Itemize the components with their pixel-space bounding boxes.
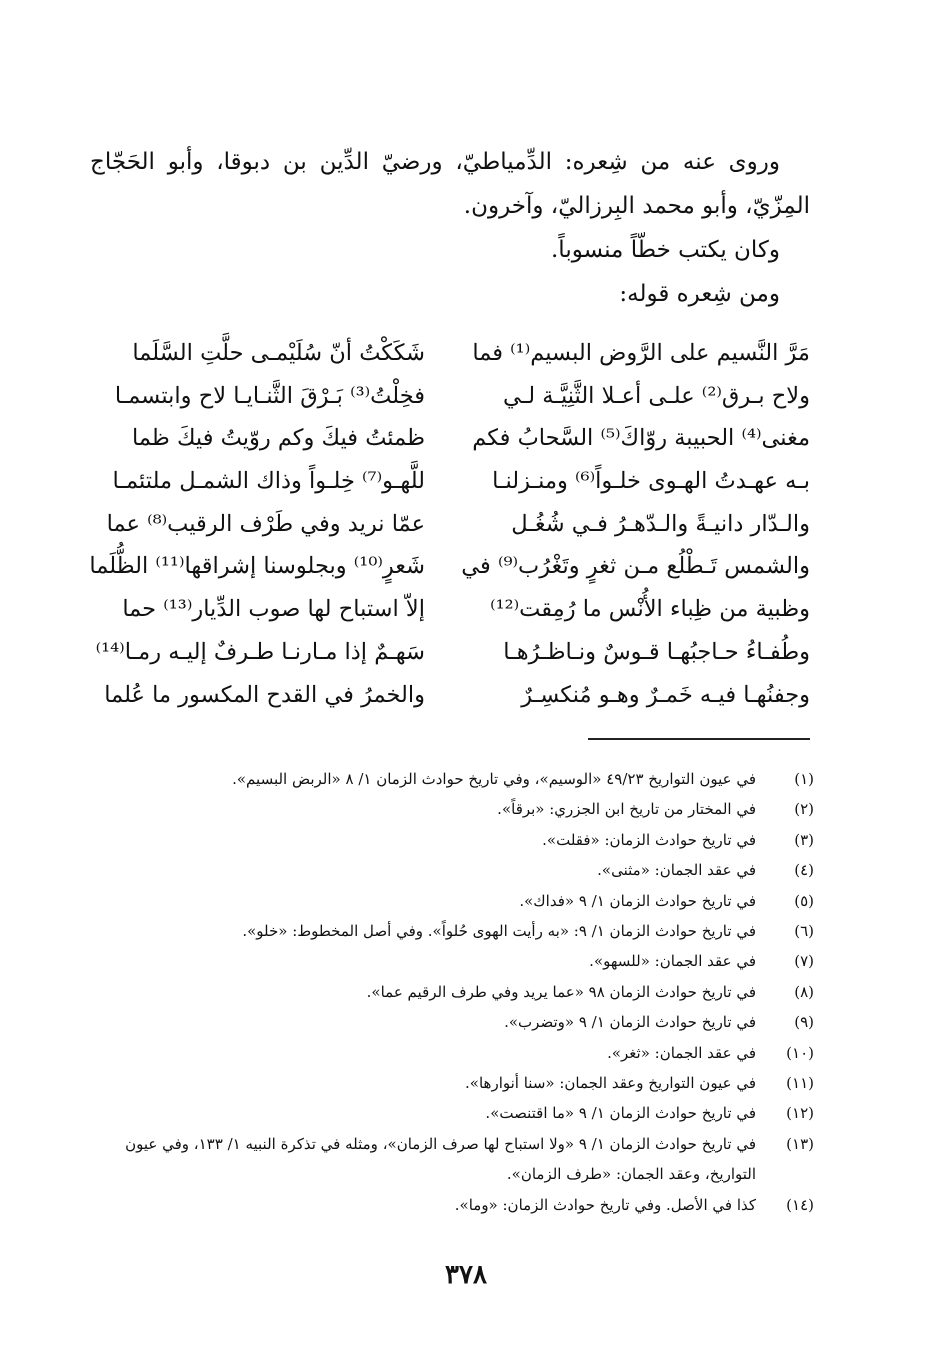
footnote-number: (١) xyxy=(794,770,814,788)
footnote-text: في تاريخ حوادث الزمان ١/ ٩ «وتضرب». xyxy=(504,1013,756,1032)
footnote xyxy=(114,886,814,916)
footnote-text: في تاريخ حوادث الزمان ١/ ٩ «ما اقتنصت». xyxy=(485,1104,756,1123)
verse-first-hemistich: وجفنُهـا فيـه خَمـرٌ وهـو مُنكسِـرٌ xyxy=(521,681,810,708)
footnote-text: في عقد الجمان: «مثنى». xyxy=(597,861,756,880)
footnote-text: في عيون التواريخ وعقد الجمان: «سنا أنوارها». xyxy=(465,1074,756,1093)
verse-first-hemistich: مَرَّ النَّسيم على الرَّوض البسيم⁽¹⁾ فما xyxy=(472,340,810,366)
footnote xyxy=(114,977,814,1007)
verse-second-hemistich: سَهـمٌ إذا مـارنـا طـرفٌ إليـه رمـا⁽¹⁴⁾ xyxy=(95,638,425,665)
poem xyxy=(90,332,810,716)
verse-first-hemistich: مغنى⁽⁴⁾ الحبيبة روّاكَ⁽⁵⁾ السَّحابُ فكم xyxy=(472,425,810,452)
poem-verse xyxy=(90,503,810,546)
footnote xyxy=(114,855,814,885)
footnote-text: في تاريخ حوادث الزمان ١/ ٩ «ولا استباح لها صرف الزمان»، ومثله في تذكرة النبيه ١/ ١٣٣، وفي عيون التواريخ، وعقد الجمان: «طرف الزمان». xyxy=(125,1134,756,1184)
footnote-text: في المختار من تاريخ ابن الجزري: «برقاً». xyxy=(497,800,756,819)
footnote xyxy=(114,1190,814,1220)
poem-verse xyxy=(90,375,810,418)
footnote xyxy=(114,916,814,946)
footnote-text: في تاريخ حوادث الزمان ١/ ٩ «فداك». xyxy=(519,891,756,910)
footnote-number: (١٠) xyxy=(786,1043,814,1062)
verse-second-hemistich: إلاّ استباح لها صوب الدِّيار⁽¹³⁾ حما xyxy=(122,596,425,623)
footnote-number: (١٤) xyxy=(786,1195,814,1214)
verse-second-hemistich: شَكَكْتُ أنّ سُلَيْمـى حلَّتِ السَّلَما xyxy=(132,340,425,366)
footnote-text: في عيون التواريخ ٤٩/٢٣ «الوسيم»، وفي تاريخ حوادث الزمان ١/ ٨ «الربض البسيم». xyxy=(232,770,756,788)
footnote xyxy=(114,1098,814,1128)
footnote-text: في عقد الجمان: «للسهو». xyxy=(589,952,756,971)
footnote xyxy=(114,1038,814,1068)
verse-second-hemistich: عمّا نريد وفي طَرْف الرقيب⁽⁸⁾ عما xyxy=(106,510,425,537)
footnote xyxy=(114,1129,814,1190)
prose-paragraph-handwriting: وكان يكتب خطّاً منسوباً. xyxy=(551,237,780,263)
footnote-number: (٦) xyxy=(794,922,814,941)
verse-first-hemistich: بـه عهـدتُ الهـوى خلـواً⁽⁶⁾ ومنـزلنـا xyxy=(492,468,810,495)
footnote xyxy=(114,1068,814,1098)
poem-verse xyxy=(90,460,810,503)
footnote-number: (٤) xyxy=(794,861,814,880)
prose-section xyxy=(90,140,810,316)
footnote-number: (١١) xyxy=(786,1074,814,1093)
footnote-text: في عقد الجمان: «ثغر». xyxy=(607,1043,756,1062)
poem-verse xyxy=(90,588,810,631)
verse-first-hemistich: ولاح بـرق⁽²⁾ علـى أعـلا الثَّنِيَّـة لـي xyxy=(502,382,810,409)
page-number: ٣٧٨ xyxy=(445,1260,487,1290)
footnote-text: في تاريخ حوادث الزمان ١/ ٩: «به رأيت الهوى حُلواً». وفي أصل المخطوط: «خلو». xyxy=(242,922,756,941)
poem-verse xyxy=(90,417,810,460)
footnote-number: (٣) xyxy=(794,830,814,849)
footnote xyxy=(114,794,814,824)
footnote xyxy=(114,764,814,794)
footnote xyxy=(114,825,814,855)
poem-verse xyxy=(90,674,810,717)
verse-first-hemistich: والشمس تَـطْلُع مـن ثغرٍ وتَغْرُب⁽⁹⁾ في xyxy=(461,553,810,580)
prose-paragraph-poem-intro: ومن شِعره قوله: xyxy=(619,281,780,307)
verse-second-hemistich: ظمئتُ فيكَ وكم روّيتُ فيكَ ظما xyxy=(132,425,425,452)
verse-second-hemistich: شَعرٍ⁽¹⁰⁾ وبجلوسنا إشراقها⁽¹¹⁾ الظُّلَما xyxy=(89,553,425,580)
footnote xyxy=(114,946,814,976)
verse-first-hemistich: وظبية من ظِباء الأُنْس ما رُمِقت⁽¹²⁾ xyxy=(490,596,810,623)
footnote-number: (٥) xyxy=(794,891,814,910)
footnote-number: (٧) xyxy=(794,952,814,971)
verse-second-hemistich: فخِلْتُ⁽³⁾ بَـرْقَ الثَّنـايـا لاح وابتسمـا xyxy=(114,382,425,409)
footnotes xyxy=(114,764,814,1220)
footnote-number: (٩) xyxy=(794,1013,814,1032)
verse-second-hemistich: والخمرُ في القدح المكسور ما عُلما xyxy=(104,681,425,708)
footnote-separator xyxy=(588,738,810,740)
footnote xyxy=(114,1007,814,1037)
verse-first-hemistich: والـدّار دانيـةً والـدّهـرُ فـي شُغُـل xyxy=(511,510,810,537)
footnote-text: كذا في الأصل. وفي تاريخ حوادث الزمان: «وما». xyxy=(454,1195,756,1214)
footnote-number: (٢) xyxy=(794,800,814,819)
footnote-number: (١٣) xyxy=(786,1134,814,1153)
prose-paragraph-narrators: وروى عنه من شِعره: الدِّمياطيّ، ورضيّ الدِّين بن دبوقا، وأبو الحَجّاج المِزّيّ، وأبو محمد البِرزاليّ، وآخرون. xyxy=(90,149,810,219)
footnote-text: في تاريخ حوادث الزمان: «فقلت». xyxy=(542,830,756,849)
verse-second-hemistich: للَّهـو⁽⁷⁾ خِلـواً وذاك الشمـل ملتئمـا xyxy=(112,468,425,495)
poem-verse xyxy=(90,545,810,588)
poem-verse xyxy=(90,631,810,674)
footnote-text: في تاريخ حوادث الزمان ٩٨ «عما يريد وفي طرف الرقيم عما». xyxy=(366,982,756,1001)
poem-verse xyxy=(90,332,810,375)
footnote-number: (١٢) xyxy=(786,1104,814,1123)
verse-first-hemistich: وطُفـاءُ حـاجبُهـا قـوسٌ ونـاظـرُهـا xyxy=(503,638,810,665)
footnote-number: (٨) xyxy=(794,982,814,1001)
